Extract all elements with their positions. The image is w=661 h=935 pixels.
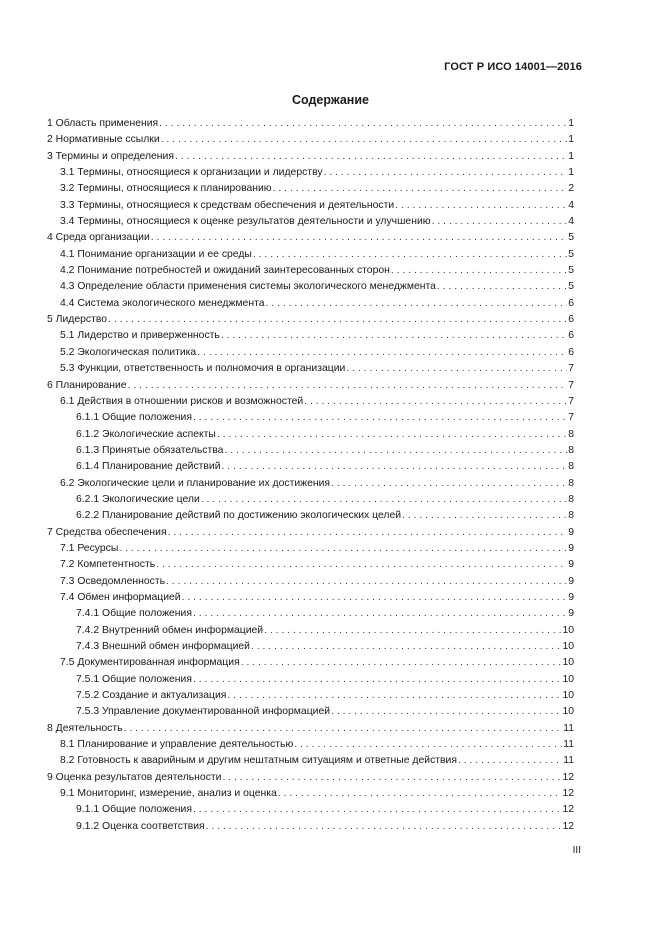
toc-entry-page: 9: [568, 575, 574, 587]
toc-entry-page: 9: [568, 591, 574, 603]
toc-entry[interactable]: [47, 557, 574, 573]
toc-entry-title: 5.1 Лидерство и приверженность: [60, 330, 220, 342]
toc-entry-title: 9.1.1 Общие положения: [76, 804, 192, 816]
toc-entry[interactable]: [47, 165, 574, 181]
toc-entry-title: 6.1.3 Принятые обязательства: [76, 444, 224, 456]
toc-entry-title: 8 Деятельность: [47, 722, 123, 734]
toc-entry[interactable]: [47, 361, 574, 377]
toc-dot-leader: [119, 541, 567, 557]
toc-entry[interactable]: [47, 639, 574, 655]
toc-entry[interactable]: [47, 132, 574, 148]
toc-entry[interactable]: [47, 786, 574, 802]
toc-dot-leader: [294, 737, 562, 753]
toc-entry-title: 7.1 Ресурсы: [60, 542, 119, 554]
toc-entry[interactable]: [47, 770, 574, 786]
toc-dot-leader: [128, 378, 568, 394]
toc-dot-leader: [166, 574, 567, 590]
toc-entry-page: 10: [562, 673, 574, 685]
toc-dot-leader: [206, 819, 562, 835]
toc-entry-title: 6.2 Экологические цели и планирование их достижения: [60, 477, 331, 489]
toc-dot-leader: [331, 476, 567, 492]
toc-entry[interactable]: [47, 688, 574, 704]
toc-entry-title: 6.1.2 Экологические аспекты: [76, 428, 216, 440]
toc-entry-page: 5: [568, 248, 574, 260]
document-code-header: ГОСТ Р ИСО 14001—2016: [444, 61, 582, 73]
toc-dot-leader: [182, 590, 568, 606]
toc-dot-leader: [395, 198, 567, 214]
toc-entry-title: 3.1 Термины, относящиеся к организации и лидерству: [60, 167, 323, 179]
toc-entry-title: 4.4 Система экологического менеджмента: [60, 297, 265, 309]
toc-entry-title: 7.4.1 Общие положения: [76, 608, 192, 620]
toc-entry-title: 8.1 Планирование и управление деятельностью: [60, 739, 294, 751]
toc-dot-leader: [217, 427, 567, 443]
toc-entry-page: 6: [568, 314, 574, 326]
toc-entry[interactable]: [47, 247, 574, 263]
toc-dot-leader: [273, 181, 568, 197]
toc-entry[interactable]: [47, 574, 574, 590]
toc-dot-leader: [458, 753, 562, 769]
toc-entry-page: 1: [568, 118, 574, 129]
toc-entry-page: 1: [568, 134, 574, 146]
toc-entry-page: 4: [568, 216, 574, 228]
toc-entry-page: 6: [568, 346, 574, 358]
toc-entry-page: 8: [568, 461, 574, 473]
toc-entry-page: 8: [568, 510, 574, 522]
toc-entry-page: 12: [562, 771, 574, 783]
toc-entry[interactable]: [47, 525, 574, 541]
toc-entry-page: 1: [568, 150, 574, 162]
toc-entry-title: 3.3 Термины, относящиеся к средствам обеспечения и деятельности: [60, 199, 395, 211]
toc-dot-leader: [304, 394, 567, 410]
toc-entry[interactable]: [47, 116, 574, 132]
toc-entry-title: 4.1 Понимание организации и ее среды: [60, 248, 252, 260]
toc-entry-page: 12: [562, 788, 574, 800]
toc-dot-leader: [264, 623, 561, 639]
toc-entry-page: 9: [568, 526, 574, 538]
toc-dot-leader: [222, 459, 568, 475]
toc-entry-title: 6.1 Действия в отношении рисков и возможностей: [60, 395, 304, 407]
toc-entry-title: 7.4.3 Внешний обмен информацией: [76, 641, 250, 652]
toc-entry-page: 1: [568, 167, 574, 179]
toc-entry[interactable]: [47, 230, 574, 246]
toc-dot-leader: [175, 149, 567, 165]
toc-entry[interactable]: [47, 181, 574, 197]
toc-entry-page: 4: [568, 199, 574, 211]
toc-entry[interactable]: [47, 427, 574, 443]
toc-entry[interactable]: [47, 655, 574, 671]
toc-entry-title: 6.1.4 Планирование действий: [76, 461, 221, 473]
toc-entry[interactable]: [47, 296, 574, 312]
toc-dot-leader: [253, 247, 567, 263]
toc-entry[interactable]: [47, 328, 574, 344]
toc-entry-title: 5 Лидерство: [47, 314, 108, 326]
toc-entry-page: 9: [568, 608, 574, 620]
toc-entry-page: 8: [568, 493, 574, 505]
toc-dot-leader: [432, 214, 568, 230]
toc-dot-leader: [402, 508, 567, 524]
toc-entry[interactable]: [47, 394, 574, 410]
toc-entry[interactable]: [47, 263, 574, 279]
toc-dot-leader: [193, 802, 561, 818]
toc-entry-title: 9.1.2 Оценка соответствия: [76, 820, 205, 832]
toc-dot-leader: [161, 132, 568, 148]
toc-entry[interactable]: [47, 378, 574, 394]
toc-entry-title: 7.2 Компетентность: [60, 559, 156, 571]
toc-dot-leader: [124, 721, 563, 737]
toc-entry[interactable]: [47, 737, 574, 753]
toc-entry-page: 10: [562, 657, 574, 669]
toc-entry-title: 9.1 Мониторинг, измерение, анализ и оценка: [60, 788, 277, 800]
toc-entry-title: 9 Оценка результатов деятельности: [47, 771, 222, 783]
toc-entry[interactable]: [47, 590, 574, 606]
toc-entry-page: 12: [562, 820, 574, 832]
toc-entry-title: 7 Средства обеспечения: [47, 526, 167, 538]
toc-dot-leader: [197, 345, 567, 361]
toc-dot-leader: [346, 361, 567, 377]
toc-entry-title: 7.4 Обмен информацией: [60, 591, 181, 603]
toc-entry-title: 7.5 Документированная информация: [60, 657, 240, 669]
toc-dot-leader: [251, 639, 561, 655]
toc-dot-leader: [151, 230, 567, 246]
toc-entry[interactable]: [47, 443, 574, 459]
toc-entry-page: 8: [568, 428, 574, 440]
toc-dot-leader: [437, 279, 567, 295]
toc-entry-title: 3.4 Термины, относящиеся к оценке результатов деятельности и улучшению: [60, 216, 431, 228]
toc-entry[interactable]: [47, 819, 574, 835]
toc-entry-title: 5.3 Функции, ответственность и полномочия в организации: [60, 363, 346, 375]
toc-dot-leader: [159, 116, 567, 132]
toc-dot-leader: [193, 410, 567, 426]
toc-dot-leader: [391, 263, 567, 279]
toc-entry-page: 5: [568, 281, 574, 293]
toc-dot-leader: [193, 672, 561, 688]
toc-entry-title: 8.2 Готовность к аварийным и другим нештатным ситуациям и ответные действия: [60, 755, 457, 767]
toc-dot-leader: [201, 492, 567, 508]
toc-entry-title: 6.2.2 Планирование действий по достижению экологических целей: [76, 510, 402, 522]
toc-dot-leader: [222, 770, 561, 786]
toc-entry-title: 3 Термины и определения: [47, 150, 174, 162]
toc-entry[interactable]: [47, 508, 574, 524]
toc-entry-title: 4.3 Определение области применения системы экологического менеджмента: [60, 281, 436, 293]
toc-dot-leader: [227, 688, 561, 704]
toc-entry-title: 7.5.1 Общие положения: [76, 673, 192, 685]
toc-entry-title: 3.2 Термины, относящиеся к планированию: [60, 183, 272, 195]
toc-entry-title: 7.5.2 Создание и актуализация: [76, 690, 227, 702]
toc-entry-page: 8: [568, 444, 574, 456]
toc-entry-page: 6: [568, 330, 574, 342]
toc-entry[interactable]: [47, 312, 574, 328]
toc-entry[interactable]: [47, 279, 574, 295]
table-of-contents: [47, 116, 574, 835]
toc-entry-page: 6: [568, 297, 574, 309]
toc-dot-leader: [224, 443, 567, 459]
toc-entry-title: 1 Область применения: [47, 118, 159, 129]
toc-entry-title: 4.2 Понимание потребностей и ожиданий заинтересованных сторон: [60, 265, 390, 277]
toc-dot-leader: [221, 328, 567, 344]
toc-entry[interactable]: [47, 459, 574, 475]
toc-entry-title: 4 Среда организации: [47, 232, 150, 244]
toc-entry-page: 7: [568, 363, 574, 375]
toc-entry[interactable]: [47, 672, 574, 688]
toc-entry-page: 9: [568, 559, 574, 571]
toc-entry-title: 6 Планирование: [47, 379, 127, 391]
toc-entry[interactable]: [47, 541, 574, 557]
toc-dot-leader: [324, 165, 568, 181]
toc-entry[interactable]: [47, 606, 574, 622]
toc-entry-page: 9: [568, 542, 574, 554]
toc-dot-leader: [278, 786, 562, 802]
toc-entry[interactable]: [47, 214, 574, 230]
toc-dot-leader: [241, 655, 562, 671]
toc-entry-page: 7: [568, 412, 574, 424]
toc-entry-title: 6.1.1 Общие положения: [76, 412, 192, 424]
toc-entry[interactable]: [47, 802, 574, 818]
toc-entry[interactable]: [47, 198, 574, 214]
toc-entry-page: 10: [562, 706, 574, 718]
toc-dot-leader: [331, 704, 561, 720]
toc-entry[interactable]: [47, 623, 574, 639]
toc-entry-page: 11: [563, 739, 574, 751]
toc-entry[interactable]: [47, 753, 574, 769]
toc-entry[interactable]: [47, 704, 574, 720]
toc-dot-leader: [168, 525, 568, 541]
toc-dot-leader: [156, 557, 567, 573]
toc-dot-leader: [108, 312, 567, 328]
toc-entry-page: 8: [568, 477, 574, 489]
page-title: Содержание: [291, 93, 369, 107]
toc-entry-page: 7: [568, 379, 574, 391]
toc-entry-title: 6.2.1 Экологические цели: [76, 493, 200, 505]
toc-entry-page: 2: [568, 183, 574, 195]
toc-entry[interactable]: [47, 492, 574, 508]
toc-entry-title: 2 Нормативные ссылки: [47, 134, 160, 146]
toc-entry-page: 7: [568, 395, 574, 407]
toc-entry-title: 7.5.3 Управление документированной информацией: [76, 706, 331, 718]
toc-entry-title: 5.2 Экологическая политика: [60, 346, 197, 358]
toc-dot-leader: [193, 606, 567, 622]
toc-entry-title: 7.4.2 Внутренний обмен информацией: [76, 624, 264, 636]
toc-entry[interactable]: [47, 345, 574, 361]
toc-entry-page: 10: [562, 624, 574, 636]
page-number: III: [572, 845, 581, 856]
toc-entry-page: 5: [568, 232, 574, 244]
toc-entry-page: 10: [562, 641, 574, 652]
toc-entry-title: 7.3 Осведомленность: [60, 575, 166, 587]
toc-entry-page: 12: [562, 804, 574, 816]
toc-entry-page: 10: [562, 690, 574, 702]
toc-entry[interactable]: [47, 476, 574, 492]
toc-entry[interactable]: [47, 149, 574, 165]
toc-entry-page: 11: [563, 722, 574, 734]
toc-entry-page: 5: [568, 265, 574, 277]
toc-entry[interactable]: [47, 410, 574, 426]
toc-entry-page: 11: [563, 755, 574, 767]
toc-dot-leader: [266, 296, 568, 312]
toc-entry[interactable]: [47, 721, 574, 737]
